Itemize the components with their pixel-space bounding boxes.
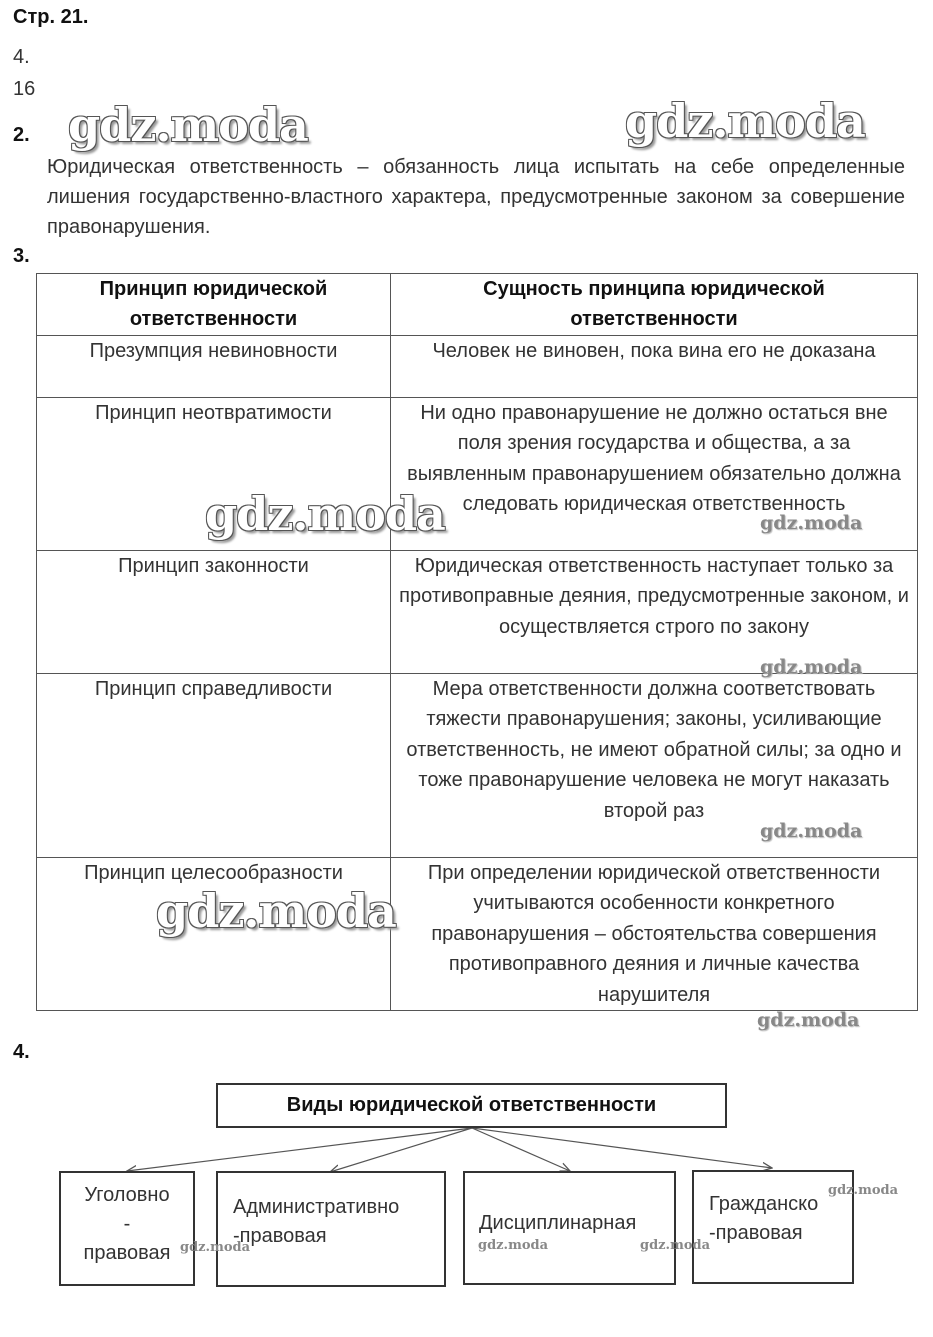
- table-cell-essence: Ни одно правонарушение не должно остаться вне поля зрения государства и общества, а за выявленным правонарушением обязательно должна следовать юридическая ответственность: [391, 398, 918, 551]
- intro-line-2: 16: [13, 78, 36, 100]
- watermark: gdz.moda: [757, 1009, 860, 1031]
- watermark: gdz.moda: [640, 1238, 711, 1253]
- disciplinary-line-1: Дисциплинарная: [479, 1212, 637, 1234]
- watermark: gdz.moda: [625, 94, 865, 148]
- watermark: gdz.moda: [760, 512, 863, 534]
- page-title: Стр. 21.: [13, 6, 89, 28]
- liability-type-civil: [692, 1170, 854, 1284]
- administrative-line-2: -правовая: [233, 1225, 327, 1247]
- table-header-principle: Принцип юридической ответственности: [37, 274, 391, 336]
- table-cell-principle: Презумпция невиновности: [37, 336, 391, 398]
- criminal-line-1: Уголовно: [84, 1184, 170, 1206]
- criminal-line-2: -: [123, 1213, 131, 1235]
- table-cell-essence: Мера ответственности должна соответствовать тяжести правонарушения; законы, усиливающие ответственность, не имеют обратной силы; за одно и тоже правонарушение человека не могут наказать второй раз: [391, 674, 918, 858]
- table-cell-principle: Принцип законности: [37, 551, 391, 674]
- watermark: gdz.moda: [156, 884, 396, 938]
- watermark: gdz.moda: [205, 487, 445, 541]
- liability-type-criminal: [59, 1171, 195, 1286]
- watermark: gdz.moda: [478, 1238, 549, 1253]
- watermark: gdz.moda: [760, 656, 863, 678]
- liability-type-administrative: [216, 1171, 446, 1287]
- table-cell-essence: Человек не виновен, пока вина его не доказана: [391, 336, 918, 398]
- question-2-number: 2.: [13, 124, 30, 146]
- administrative-line-1: Административно: [233, 1196, 400, 1218]
- table-cell-principle: Принцип целесообразности: [37, 858, 391, 1011]
- watermark: gdz.moda: [180, 1240, 251, 1255]
- diagram-root-box: Виды юридической ответственности: [216, 1083, 727, 1128]
- table-header-essence: Сущность принципа юридической ответственности: [391, 274, 918, 336]
- arrow-to-criminal: [127, 1128, 472, 1171]
- watermark: gdz.moda: [760, 820, 863, 842]
- intro-line-1: 4.: [13, 46, 30, 68]
- table-cell-principle: Принцип неотвратимости: [37, 398, 391, 551]
- question-3-number: 3.: [13, 245, 30, 267]
- question-4-number: 4.: [13, 1041, 30, 1063]
- table-cell-essence: Юридическая ответственность наступает только за противоправные деяния, предусмотренные законом, и осуществляется строго по закону: [391, 551, 918, 674]
- arrow-to-administrative: [330, 1128, 472, 1172]
- table-cell-principle: Принцип справедливости: [37, 674, 391, 858]
- question-2-definition: Юридическая ответственность – обязанность лица испытать на себе определенные лишения государственно-властного характера, предусмотренные законом за совершение правонарушения.: [47, 156, 905, 238]
- liability-type-disciplinary: [463, 1171, 676, 1285]
- watermark: gdz.moda: [828, 1183, 899, 1198]
- civil-line-2: -правовая: [709, 1222, 803, 1244]
- criminal-line-3: правовая: [83, 1242, 171, 1264]
- table-cell-essence: При определении юридической ответственности учитываются особенности конкретного правонарушения – обстоятельства совершения противоправного деяния и личные качества нарушителя: [391, 858, 918, 1011]
- civil-line-1: Гражданско: [709, 1193, 819, 1215]
- watermark: gdz.moda: [68, 98, 308, 152]
